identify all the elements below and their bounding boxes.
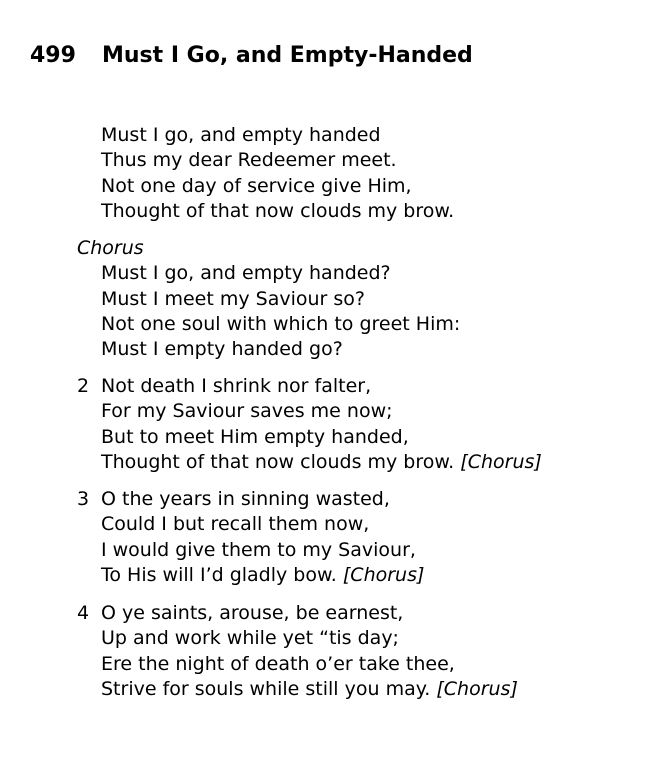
stanza-line: O the years in sinning wasted, [101, 488, 390, 510]
chorus-ref: [Chorus] [342, 563, 425, 586]
stanza-line-text: Strive for souls while still you may. [101, 677, 431, 700]
hymn-header [30, 43, 473, 68]
stanza-line: I would give them to my Saviour, [101, 538, 416, 561]
stanza-2 [77, 374, 542, 475]
chorus-line: Must I meet my Saviour so? [101, 287, 365, 310]
hymn-title: Must I Go, and Empty-Handed [102, 43, 473, 68]
stanza-line: Up and work while yet “tis day; [101, 627, 399, 650]
stanza-number: 2 [77, 375, 90, 397]
chorus-ref: [Chorus] [436, 677, 518, 700]
hymn-number: 499 [30, 43, 76, 68]
stanza-line: Could I but recall them now, [101, 513, 370, 536]
stanza-line: O ye saints, arouse, be earnest, [101, 602, 404, 624]
stanza-line-last [101, 563, 424, 588]
stanza-line: Not death I shrink nor falter, [101, 375, 372, 397]
stanza-4 [77, 601, 518, 702]
stanza-line: Ere the night of death o’er take thee, [101, 652, 455, 675]
stanza-line-last [101, 677, 518, 702]
chorus-ref: [Chorus] [460, 450, 542, 473]
stanza-line-last [101, 450, 542, 475]
stanza-line: But to meet Him empty handed, [101, 425, 409, 448]
stanza-line: For my Saviour saves me now; [101, 400, 393, 423]
chorus-line: Must I empty handed go? [101, 338, 343, 361]
stanza-1 [77, 123, 454, 224]
stanza-line-text: To His will I’d gladly bow. [101, 563, 337, 586]
stanza-line: Thus my dear Redeemer meet. [101, 149, 397, 172]
chorus-label: Chorus [77, 237, 144, 259]
chorus-line: Not one soul with which to greet Him: [101, 312, 461, 335]
stanza-line: Thought of that now clouds my brow. [101, 199, 455, 222]
chorus [77, 236, 460, 362]
stanza-line: Not one day of service give Him, [101, 174, 412, 197]
stanza-line: Must I go, and empty handed [101, 124, 381, 146]
stanza-3 [77, 487, 424, 588]
stanza-line-text: Thought of that now clouds my brow. [101, 450, 455, 473]
stanza-number: 3 [77, 488, 90, 510]
chorus-line: Must I go, and empty handed? [101, 262, 391, 285]
stanza-number: 4 [77, 602, 90, 624]
